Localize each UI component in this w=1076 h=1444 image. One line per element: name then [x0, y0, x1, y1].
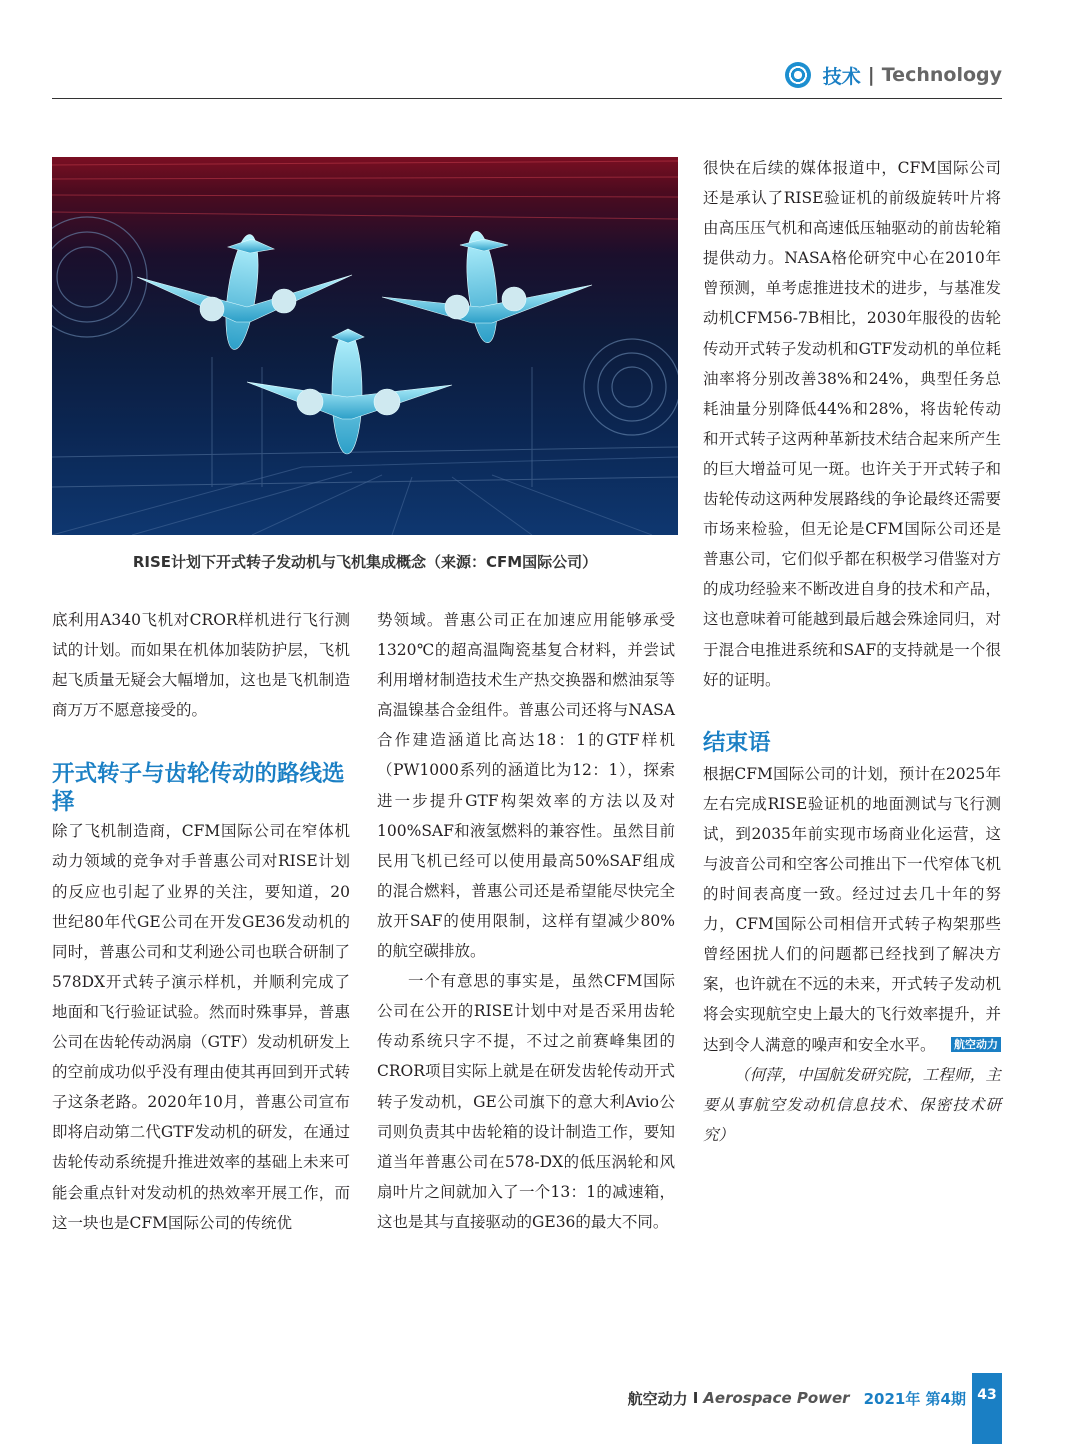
- issue-label: 2021年 第4期: [863, 1389, 966, 1408]
- paragraph: 除了飞机制造商，CFM国际公司在窄体机动力领域的竞争对手普惠公司对RISE计划的反应也引起了业界的关注，要知道，20世纪80年代GE公司在开发GE36发动机的同时，普惠公司和艾利逊公司也联合研制了578DX开式转子演示样机，并顺利完成了地面和飞行验证试验。然而时殊事异，普惠公司在齿轮传动涡扇（GTF）发动机研发上的空前成功似乎没有理由使其再回到开式转子这条老路。2020年10月，普惠公司宣布即将启动第二代GTF发动机的研发，在通过齿轮传动系统提升推进效率的基础上未来可能会重点针对发动机的热效率开展工作，而这一块也是CFM国际公司的传统优: [52, 822, 350, 1232]
- figure-caption: RISE计划下开式转子发动机与飞机集成概念（来源：CFM国际公司）: [132, 553, 598, 571]
- section-heading-conclusion: 结束语: [703, 729, 771, 756]
- end-mark-badge: 航空动力: [951, 1037, 1001, 1052]
- section-separator: |: [867, 64, 875, 86]
- page-footer: [628, 1384, 966, 1412]
- aircraft-left: [137, 233, 352, 352]
- section-label: [785, 60, 1002, 90]
- text-column-1: [52, 605, 350, 1238]
- aircraft-center: [247, 329, 452, 454]
- journal-name-cn: 航空动力: [627, 1389, 688, 1408]
- section-name-cn: 技术: [822, 65, 861, 88]
- section-name-en: Technology: [881, 64, 1002, 86]
- header-rule: [52, 98, 1002, 99]
- text-column-2: [377, 605, 675, 1237]
- text-column-3: [703, 153, 1001, 1150]
- paragraph: [703, 759, 1001, 1060]
- paragraph: 势领域。普惠公司正在加速应用能够承受1320℃的超高温陶瓷基复合材料，并尝试利用增材制造技术生产热交换器和燃油泵等高温镍基合金组件。普惠公司还将与NASA合作建造涵道比高达18：1的GTF样机（PW1000系列的涵道比为12：1），探索进一步提升GTF构架效率的方法以及对100%SAF和液氢燃料的兼容性。虽然目前民用飞机已经可以使用最高50%SAF组成的混合燃料，普惠公司还是希望能尽快完全放开SAF的使用限制，这样有望减少80%的航空碳排放。: [377, 611, 675, 961]
- footer-separator: I: [692, 1389, 699, 1407]
- paragraph: 一个有意思的事实是，虽然CFM国际公司在公开的RISE计划中对是否采用齿轮传动系统只字不提，不过之前赛峰集团的CROR项目实际上就是在研发齿轮传动开式转子发动机，GE公司旗下的意大利Avio公司则负责其中齿轮箱的设计制造工作，要知道当年普惠公司在578-DX的低压涡轮和风扇叶片之间就加入了一个13：1的减速箱，这也是其与直接驱动的GE36的最大不同。: [377, 972, 675, 1231]
- paragraph-text: 根据CFM国际公司的计划，预计在2025年左右完成RISE验证机的地面测试与飞行测试，到2035年前实现市场商业化运营，这与波音公司和空客公司推出下一代窄体飞机的时间表高度一致。经过过去几十年的努力，CFM国际公司相信开式转子构架那些曾经困扰人们的问题都已经找到了解决方案，也许就在不远的未来，开式转子发动机将会实现航空史上最大的飞行效率提升，并达到令人满意的噪声和安全水平。: [703, 764, 1001, 1054]
- journal-name-en: Aerospace Power: [703, 1389, 850, 1407]
- article-figure: [52, 157, 678, 535]
- journal-logo-icon: [785, 62, 811, 88]
- paragraph: 很快在后续的媒体报道中，CFM国际公司还是承认了RISE验证机的前级旋转叶片将由高压压气机和高速低压轴驱动的前齿轮箱提供动力。NASA格伦研究中心在2010年曾预测，单考虑推进技术的进步，与基准发动机CFM56-7B相比，2030年服役的齿轮传动开式转子发动机和GTF发动机的单位耗油率将分别改善38%和24%，典型任务总耗油量分别降低44%和28%，将齿轮传动和开式转子这两种革新技术结合起来所产生的巨大增益可见一斑。也许关于开式转子和齿轮传动这两种发展路线的争论最终还需要市场来检验，但无论是CFM国际公司还是普惠公司，它们似乎都在积极学习借鉴对方的成功经验来不断改进自身的技术和产品，这也意味着可能越到最后越会殊途同归，对于混合电推进系统和SAF的支持就是一个很好的证明。: [703, 159, 1001, 689]
- aircraft-concept-illustration: [52, 157, 678, 535]
- author-note: （何萍，中国航发研究院，工程师，主要从事航空发动机信息技术、保密技术研究）: [703, 1065, 1001, 1144]
- section-heading: 开式转子与齿轮传动的路线选择: [52, 761, 345, 816]
- paragraph: 底利用A340飞机对CROR样机进行飞行测试的计划。而如果在机体加装防护层，飞机起飞质量无疑会大幅增加，这也是飞机制造商万万不愿意接受的。: [52, 611, 350, 720]
- page-number: 43: [972, 1373, 1002, 1444]
- aircraft-right: [382, 230, 592, 344]
